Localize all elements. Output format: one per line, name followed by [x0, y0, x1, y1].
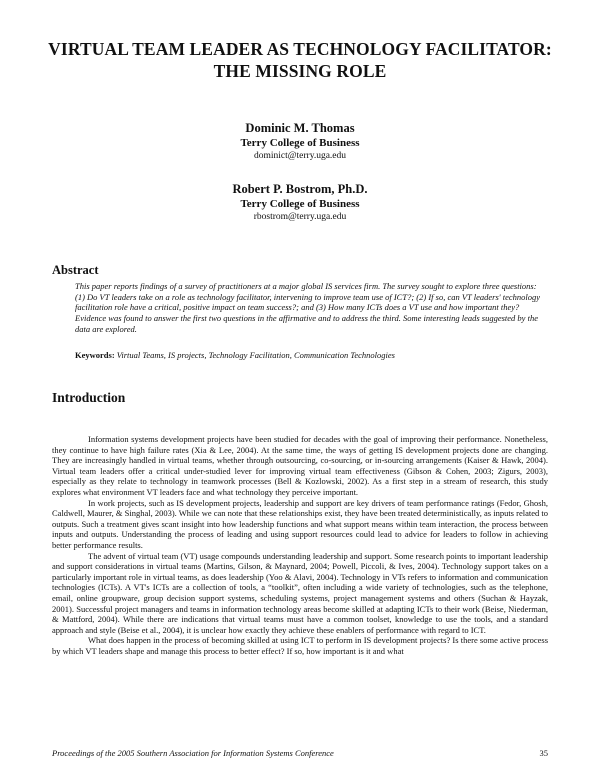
author-name: Robert P. Bostrom, Ph.D. — [232, 182, 368, 196]
paragraph: The advent of virtual team (VT) usage compounds understanding leadership and support. Some research points to important leadership and support considerations in virtual teams (Martins, Gilson, & Maynard, 2004; Powell, Piccoli, & Ives, 2004). Technology support takes on a particularly important role in virtual teams, as does leadership (Yoo & Alavi, 2004). Technology in VTs refers to information and communication technologies (ICTs). A VT's ICTs are a collection of tools, a “toolkit”, often including a wide variety of technologies, such as the telephone, email, online groupware, group decision support systems, scheduling systems, project management systems and others (Suchan & Hayzak, 2001). Successful project managers and teams in information technology areas become skilled at adapting ICTs to their work (Beise, Niederman, & Mattford, 2004). While there are indications that virtual teams must have a common toolset, knowledge to use the tools, and a standard approach and style (Beise et al., 2004), it is unclear how exactly they achieve these enablers of performance with regard to ICT. — [52, 550, 548, 635]
paragraph: What does happen in the process of becoming skilled at using ICT to perform in IS development projects? Is there some active process by which VT leaders shape and manage this process to better effect? If so, how important is it and what — [52, 635, 548, 656]
abstract-heading: Abstract — [52, 263, 99, 277]
author-email: dominict@terry.uga.edu — [253, 151, 347, 161]
author-affiliation: Terry College of Business — [240, 137, 360, 149]
page-footer — [52, 748, 548, 758]
author-email: rbostrom@terry.uga.edu — [253, 212, 347, 222]
title-line-2: THE MISSING ROLE — [213, 61, 387, 81]
title-line-1: VIRTUAL TEAM LEADER AS TECHNOLOGY FACILITATOR: — [48, 39, 552, 59]
introduction-heading: Introduction — [52, 390, 126, 405]
paper-title — [40, 38, 560, 82]
introduction-body — [52, 434, 548, 656]
author-name: Dominic M. Thomas — [245, 121, 355, 135]
keywords — [75, 350, 555, 361]
author-block-2 — [100, 181, 500, 224]
author-block-1 — [100, 120, 500, 163]
conference-name: Proceedings of the 2005 Southern Association for Information Systems Conference — [52, 748, 334, 758]
keywords-text: Virtual Teams, IS projects, Technology Facilitation, Communication Technologies — [116, 350, 395, 360]
page-number: 35 — [539, 748, 548, 758]
paragraph: Information systems development projects have been studied for decades with the goal of improving their performance. Nonetheless, they continue to have high failure rates (Xia & Lee, 2004). At the same time, the ways of getting IS development projects done are changing. They are increasingly handled in virtual teams, whether through outsourcing, co-sourcing, or in-sourcing arrangements (Kaiser & Hawk, 2004). Virtual team leaders offer a critical under-studied lever for improving virtual team effectiveness (Gibson & Cohen, 2003; Zigurs, 2003), especially as they relate to technology in teamwork processes (Bell & Kozlowski, 2002). As a first step in a stream of research, this study explores what environment VT leaders face and what technology they perceive important. — [52, 434, 548, 497]
abstract-text: This paper reports findings of a survey of practitioners at a major global IS services firm. The survey sought to explore three questions: (1) Do VT leaders take on a role as technology facilitator, intervening to improve team use of ICT?; (2) If so, can VT leaders' technology facilitation role have a critical, positive impact on team success?; and (3) How many ICTs does a VT use and how important they? Evidence was found to answer the first two questions in the affirmative and to address the third. Some interesting leads suggested by the data are explored. — [75, 281, 540, 334]
author-affiliation: Terry College of Business — [240, 198, 360, 210]
paragraph: In work projects, such as IS development projects, leadership and support are key drivers of team performance ratings (Fedor, Ghosh, Caldwell, Maurer, & Singhal, 2003). While we can note that these relationships exist, they have been treated deterministically, as inputs related to outputs. Such a treatment gives scant insight into how leadership functions and what support means within team interaction, the process between inputs and outputs. Understanding the process of leading and using support resources could lead to advice for leaders to follow in achieving better performance results. — [52, 497, 548, 550]
keywords-label: Keywords: — [75, 350, 115, 360]
